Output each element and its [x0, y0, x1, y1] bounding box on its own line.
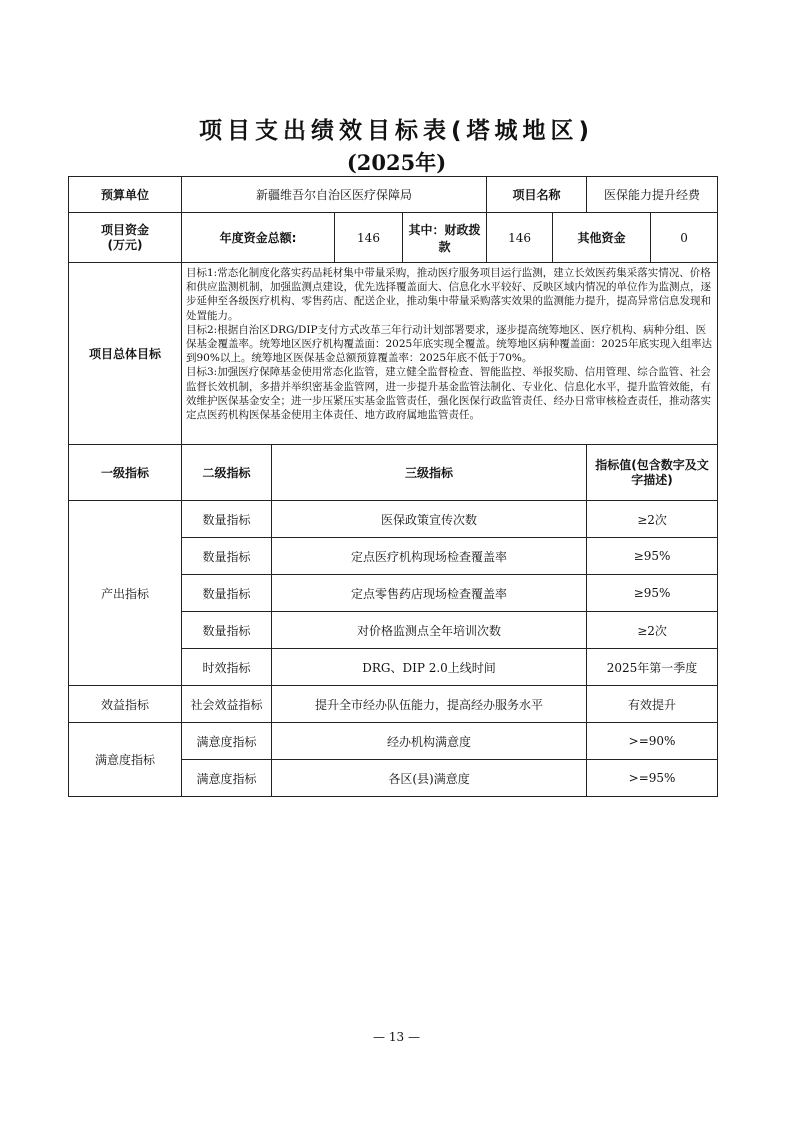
table-row	[69, 723, 718, 760]
goal-paragraph-3: 目标3:加强医疗保障基金使用常态化监管，建立健全监督检查、智能监控、举报奖励、信用管理、综合监管、社会监督长效机制，多措并举织密基金监管网，进一步提升基金监管法制化、专业化、信息化水平，提升监管效能，有效维护医保基金安全；进一步压紧压实基金监管责任，强化医保行政监管责任、经办日常审核检查责任，推动落实定点医药机构医保基金使用主体责任、地方政府属地监管责任。	[186, 366, 711, 422]
level2-cell: 满意度指标	[182, 760, 272, 797]
level3-cell: 对价格监测点全年培训次数	[272, 612, 587, 649]
level3-cell: 定点医疗机构现场检查覆盖率	[272, 538, 587, 575]
table-row	[69, 686, 718, 723]
level1-cell-benefit: 效益指标	[69, 686, 182, 723]
indicator-header-row	[69, 445, 718, 501]
overall-goal-row	[69, 263, 718, 445]
budget-unit-label: 预算单位	[69, 177, 182, 213]
value-cell: >=90%	[587, 723, 718, 760]
other-funds-value: 0	[651, 213, 718, 263]
goal-paragraph-2: 目标2:根据自治区DRG/DIP支付方式改革三年行动计划部署要求，逐步提高统筹地区、医疗机构、病种分组、医保基金覆盖率。统筹地区医疗机构覆盖面：2025年底实现全覆盖。统筹地区病种覆盖面：2025年底实现入组率达到90%以上。统筹地区医保基金总额预算覆盖率：2025年底不低于70%。	[186, 323, 712, 365]
level3-cell: 医保政策宣传次数	[272, 501, 587, 538]
level1-header: 一级指标	[69, 445, 182, 501]
overall-goal-text	[182, 263, 718, 445]
level2-header: 二级指标	[182, 445, 272, 501]
level3-cell: DRG、DIP 2.0上线时间	[272, 649, 587, 686]
other-funds-label: 其他资金	[553, 213, 651, 263]
page-number: — 13 —	[373, 1030, 420, 1044]
level3-cell: 提升全市经办队伍能力，提高经办服务水平	[272, 686, 587, 723]
budget-unit-row	[69, 177, 718, 213]
fiscal-value: 146	[487, 213, 553, 263]
table-row	[69, 501, 718, 538]
value-cell: ≥2次	[587, 612, 718, 649]
value-cell: ≥2次	[587, 501, 718, 538]
fiscal-label: 其中：财政拨款	[403, 213, 487, 263]
annual-total-value: 146	[335, 213, 403, 263]
performance-table	[68, 176, 718, 797]
value-cell: ≥95%	[587, 538, 718, 575]
value-cell: >=95%	[587, 760, 718, 797]
funds-label: 项目资金 (万元)	[69, 213, 182, 263]
level2-cell: 数量指标	[182, 612, 272, 649]
level2-cell: 数量指标	[182, 501, 272, 538]
value-cell: 有效提升	[587, 686, 718, 723]
level3-cell: 定点零售药店现场检查覆盖率	[272, 575, 587, 612]
page-subtitle: (2025年)	[346, 150, 447, 175]
value-cell: 2025年第一季度	[587, 649, 718, 686]
level1-cell-satisfaction: 满意度指标	[69, 723, 182, 797]
level2-cell: 社会效益指标	[182, 686, 272, 723]
level2-cell: 满意度指标	[182, 723, 272, 760]
project-name-label: 项目名称	[487, 177, 587, 213]
value-cell: ≥95%	[587, 575, 718, 612]
goal-paragraph-1: 目标1:常态化制度化落实药品耗材集中带量采购，推动医疗服务项目运行监测，建立长效医药集采落实情况、价格和供应监测机制，加强监测点建设，优先选择覆盖面大、信息化水平较好、反映区域内情况的单位作为监测点，逐步延伸至各级医疗机构、零售药店、配送企业，推动集中带量采购落实效果的监测能力提升，提高异常信息发现和处置能力。	[186, 267, 711, 322]
level2-cell: 数量指标	[182, 575, 272, 612]
value-header: 指标值(包含数字及文字描述)	[587, 445, 718, 501]
overall-goal-label: 项目总体目标	[69, 263, 182, 445]
level2-cell: 数量指标	[182, 538, 272, 575]
budget-unit-value: 新疆维吾尔自治区医疗保障局	[182, 177, 487, 213]
page-title: 项目支出绩效目标表(塔城地区)	[198, 118, 595, 144]
level3-cell: 各区(县)满意度	[272, 760, 587, 797]
funds-row	[69, 213, 718, 263]
annual-total-label: 年度资金总额:	[182, 213, 335, 263]
level1-cell-output: 产出指标	[69, 501, 182, 686]
level3-cell: 经办机构满意度	[272, 723, 587, 760]
level3-header: 三级指标	[272, 445, 587, 501]
project-name-value: 医保能力提升经费	[587, 177, 718, 213]
level2-cell: 时效指标	[182, 649, 272, 686]
